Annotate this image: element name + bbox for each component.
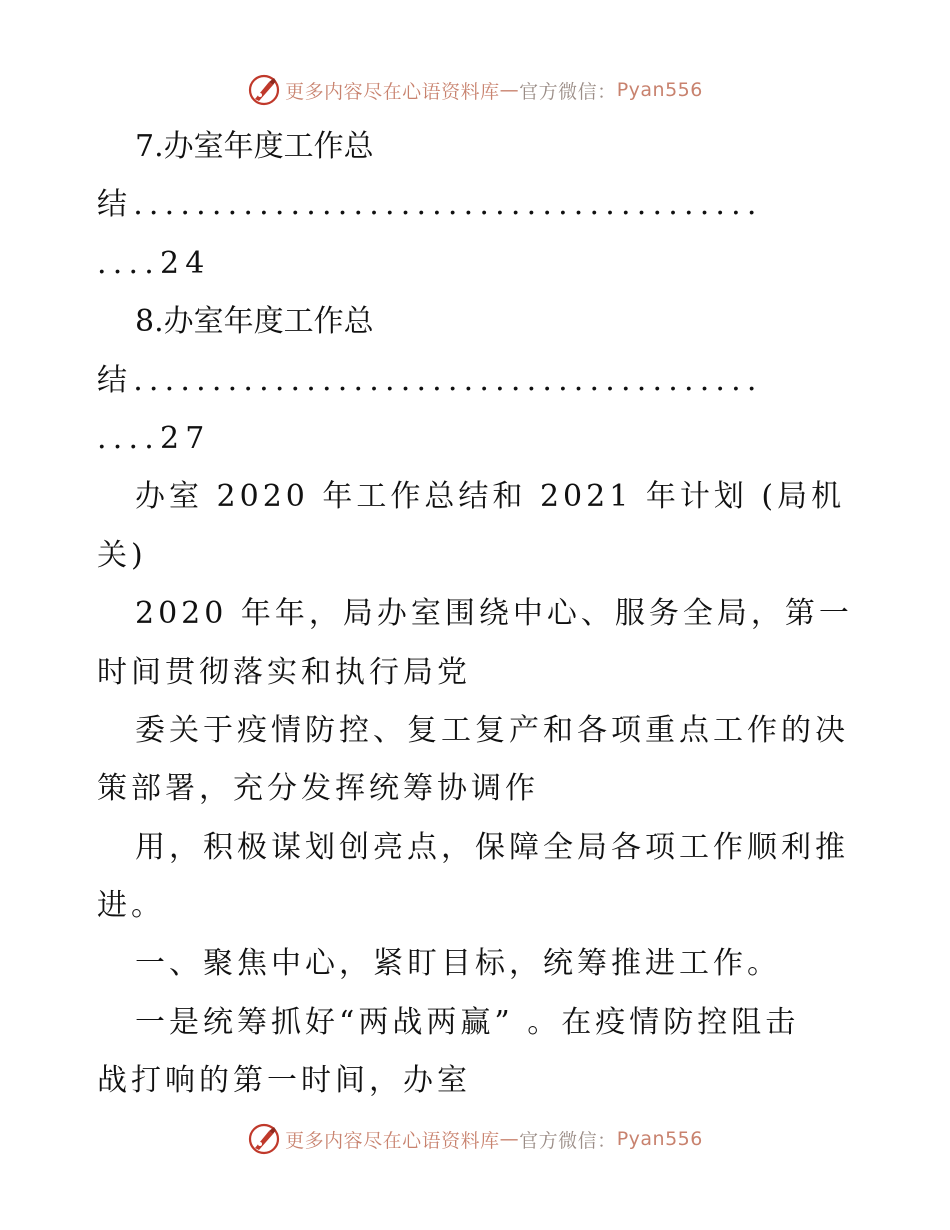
watermark-footer xyxy=(0,1119,950,1159)
watermark-official-label: 官方微信： xyxy=(519,80,617,103)
watermark-brand-text: 更多内容尽在心语资料库 xyxy=(285,80,500,103)
toc-entry-7-leader: 结........................................ xyxy=(97,187,763,223)
paragraph-line: 2020 年年，局办室围绕中心、服务全局，第一 xyxy=(135,596,853,632)
toc-entry-8-leader: 结........................................ xyxy=(97,362,763,398)
watermark-wechat-id: Pyan556 xyxy=(616,79,703,101)
quill-pen-logo-icon xyxy=(247,73,281,107)
document-body xyxy=(97,118,857,1111)
toc-entry-8-title: 8.办室年度工作总 xyxy=(135,304,374,340)
watermark-header xyxy=(0,70,950,110)
toc-entry-7-title: 7.办室年度工作总 xyxy=(135,129,374,164)
heading-one: 一、聚焦中心，紧盯目标，统筹推进工作。 xyxy=(135,946,781,982)
watermark-official-label: 官方微信： xyxy=(519,1129,617,1152)
section-title-line-2: 关) xyxy=(97,537,147,573)
paragraph-line: 一是统筹抓好“两战两赢” 。在疫情防控阻击 xyxy=(135,1004,800,1040)
toc-entry-7-page: ....24 xyxy=(97,245,211,281)
paragraph-line: 战打响的第一时间，办室 xyxy=(97,1063,471,1099)
toc-entry-8-page: ....27 xyxy=(97,420,211,456)
watermark-wechat-id: Pyan556 xyxy=(616,1128,703,1150)
watermark-dash: — xyxy=(499,79,520,101)
watermark-brand-text: 更多内容尽在心语资料库 xyxy=(285,1129,500,1152)
section-title-line-1: 办室 2020 年工作总结和 2021 年计划 (局机 xyxy=(135,479,846,515)
paragraph-line: 时间贯彻落实和执行局党 xyxy=(97,654,471,690)
watermark-dash: — xyxy=(499,1128,520,1150)
paragraph-line: 策部署，充分发挥统筹协调作 xyxy=(97,771,539,807)
paragraph-line: 委关于疫情防控、复工复产和各项重点工作的决 xyxy=(135,712,849,748)
paragraph-line: 进。 xyxy=(97,888,165,924)
paragraph-line: 用，积极谋划创亮点，保障全局各项工作顺利推 xyxy=(135,829,849,865)
quill-pen-logo-icon xyxy=(247,1122,281,1156)
